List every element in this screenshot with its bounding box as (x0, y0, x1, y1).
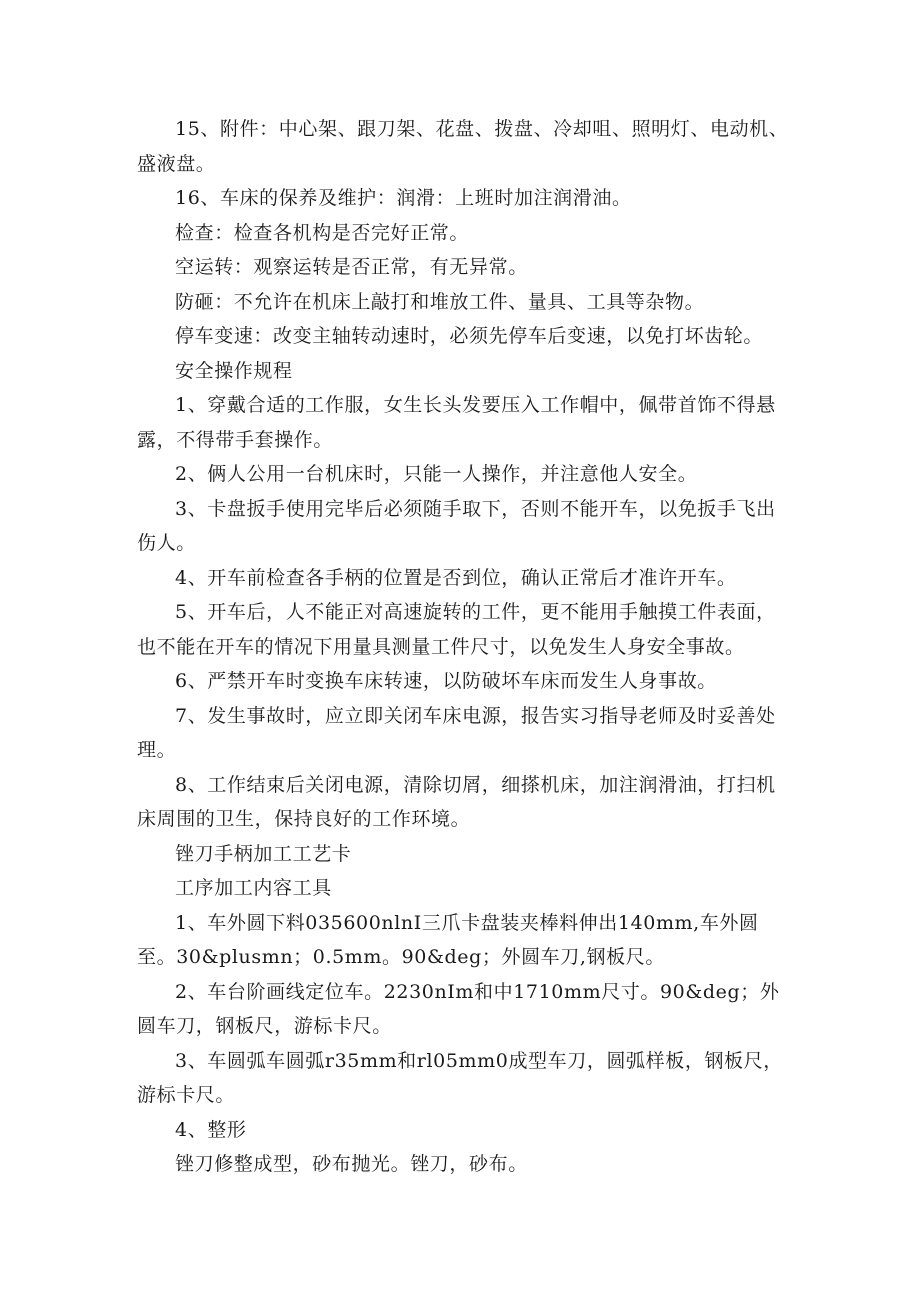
document-body (137, 112, 792, 1182)
process-step-3: 3、车圆弧车圆弧r35mm和rl05mm0成型车刀，圆弧样板，钢板尺，游标卡尺。 (137, 1049, 783, 1106)
rule-item-3: 3、卡盘扳手使用完毕后必须随手取下，否则不能开车，以免扳手飞出伤人。 (137, 497, 776, 554)
section-heading-process-card: 锉刀手柄加工工艺卡 (175, 842, 352, 865)
rule-item-4: 4、开车前检查各手柄的位置是否到位，确认正常后才准许开车。 (175, 566, 737, 589)
rule-item-2: 2、俩人公用一台机床时，只能一人操作，并注意他人安全。 (175, 463, 698, 485)
rule-item-1: 1、穿戴合适的工作服，女生长头发要压入工作帽中，佩带首饰不得悬露，不得带手套操作。 (137, 394, 776, 451)
process-card-header: 工序加工内容工具 (175, 877, 332, 899)
paragraph-idle-run: 空运转：观察运转是否正常，有无异常。 (175, 256, 528, 278)
process-step-1: 1、车外圆下料035600nlnI三爪卡盘装夹棒料伸出140mm,车外圆至。30&plusmn；0.5mm。90&deg；外圆车刀,钢板尺。 (137, 911, 759, 968)
paragraph-attachments: 15、附件：中心架、跟刀架、花盘、拨盘、冷却咀、照明灯、电动机、盛液盘。 (137, 118, 789, 175)
paragraph-maintenance: 16、车床的保养及维护：润滑：上班时加注润滑油。 (175, 187, 632, 209)
rule-item-5: 5、开车后，人不能正对高速旋转的工件，更不能用手触摸工件表面，也不能在开车的情况下用量具测量工件尺寸，以免发生人身安全事故。 (137, 601, 776, 658)
process-step-4-detail: 锉刀修整成型，砂布抛光。锉刀，砂布。 (175, 1153, 528, 1175)
rule-item-7: 7、发生事故时，应立即关闭车床电源，报告实习指导老师及时妥善处理。 (137, 704, 776, 761)
rule-item-6: 6、严禁开车时变换车床转速，以防破坏车床而发生人身事故。 (175, 670, 717, 692)
process-step-2: 2、车台阶画线定位车。2230nIm和中1710mm尺寸。90&deg；外圆车刀，钢板尺，游标卡尺。 (137, 980, 780, 1037)
paragraph-anti-smash: 防砸：不允许在机床上敲打和堆放工件、量具、工具等杂物。 (175, 290, 705, 313)
paragraph-inspection: 检查：检查各机构是否完好正常。 (175, 221, 470, 244)
rule-item-8: 8、工作结束后关闭电源，清除切屑，细搽机床，加注润滑油，打扫机床周围的卫生，保持良好的工作环境。 (137, 773, 776, 830)
paragraph-stop-shift: 停车变速：改变主轴转动速时，必须先停车后变速，以免打坏齿轮。 (175, 325, 764, 347)
section-heading-safety-rules: 安全操作规程 (175, 359, 293, 382)
process-step-4: 4、整形 (175, 1118, 247, 1141)
